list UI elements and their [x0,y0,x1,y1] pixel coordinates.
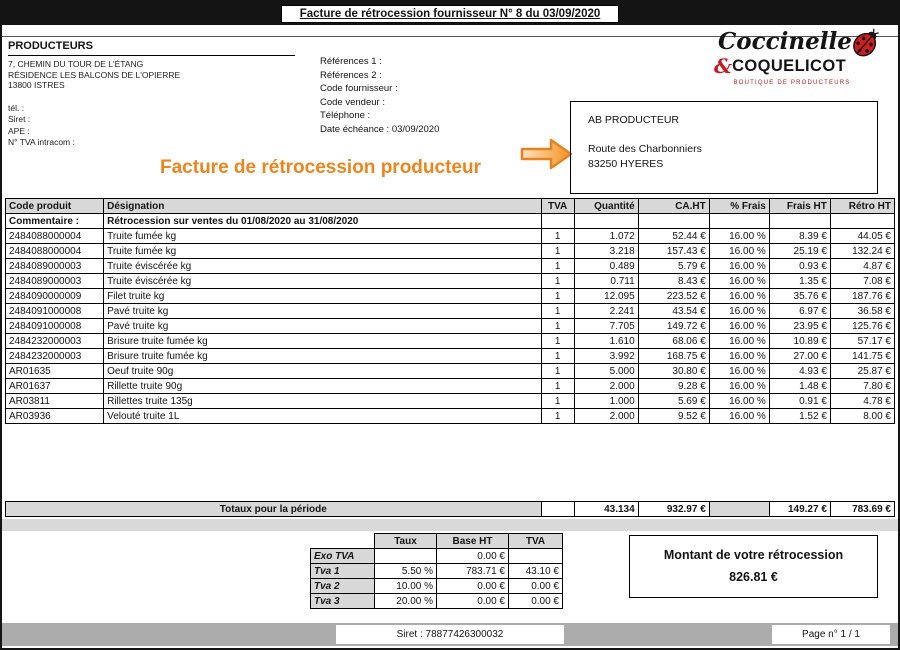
product-cell: 16.00 % [709,229,769,244]
product-cell: 8.00 € [830,409,894,424]
totals-retro-ht: 783.69 € [830,502,894,517]
product-cell: 1.48 € [769,379,830,394]
invoice-title-box [281,5,620,23]
product-cell: AR03811 [6,394,104,409]
product-cell: 4.87 € [830,259,894,274]
references-block [320,55,439,137]
product-cell: Oeuf truite 90g [104,364,541,379]
supplier-heading: PRODUCTEURS [8,39,295,56]
product-cell: 149.72 € [638,319,709,334]
product-cell: 157.43 € [638,244,709,259]
product-cell: 5.69 € [638,394,709,409]
product-cell: 7.08 € [830,274,894,289]
product-cell: 27.00 € [769,349,830,364]
product-cell: 1.610 [574,334,638,349]
text-line: 83250 HYERES [588,158,664,170]
text-line: Date échéance : 03/09/2020 [320,123,440,135]
col-header-pct-frais: % Frais [709,199,769,214]
product-cell: 1 [541,259,574,274]
vat-corner-cell [311,534,375,549]
col-header-ca-ht: CA.HT [638,199,709,214]
product-row [6,304,895,319]
product-cell: 7.705 [574,319,638,334]
vat-header-row [311,534,563,549]
product-cell: 2484232000003 [6,349,104,364]
vat-cell: 0.00 € [509,579,563,594]
text-line: APE : [8,125,30,136]
product-cell: 223.52 € [638,289,709,304]
product-row [6,259,895,274]
comment-row [6,214,895,229]
product-cell: 16.00 % [709,364,769,379]
product-cell: 1.52 € [769,409,830,424]
product-cell: 35.76 € [769,289,830,304]
product-cell: 16.00 % [709,244,769,259]
product-cell: 16.00 % [709,349,769,364]
product-cell: 8.43 € [638,274,709,289]
product-row [6,349,895,364]
product-cell: 9.28 € [638,379,709,394]
product-cell: 6.97 € [769,304,830,319]
invoice-title: Facture de rétrocession fournisseur N° 8 du 03/09/2020 [299,7,601,20]
product-cell: 125.76 € [830,319,894,334]
col-header-quantite: Quantité [574,199,638,214]
empty-cell [541,502,574,517]
product-cell: 1.072 [574,229,638,244]
product-cell: 16.00 % [709,409,769,424]
product-cell: 2484088000004 [6,244,104,259]
product-cell: 1 [541,349,574,364]
vat-table-body [311,549,563,609]
product-cell: 8.39 € [769,229,830,244]
vat-cell: 20.00 % [375,594,437,609]
col-header-retro-ht: Rétro HT [830,199,894,214]
product-cell: 5.79 € [638,259,709,274]
product-cell: 0.93 € [769,259,830,274]
product-cell: 1 [541,229,574,244]
product-cell: Rillettes truite 135g [104,394,541,409]
product-cell: 187.76 € [830,289,894,304]
product-row [6,274,895,289]
totals-quantite: 43.134 [574,502,638,517]
product-row [6,319,895,334]
logo-tagline: BOUTIQUE DE PRODUCTEURS [733,80,851,86]
invoice-subtitle: Facture de rétrocession producteur [160,157,481,178]
product-cell: Truite éviscérée kg [104,259,541,274]
product-cell: 36.58 € [830,304,894,319]
text-line: Références 2 : [320,69,382,81]
product-cell: 0.91 € [769,394,830,409]
product-cell: AR01637 [6,379,104,394]
logo-ampersand: & [714,54,733,78]
product-cell: 2484088000004 [6,229,104,244]
vat-row [311,579,563,594]
totals-row [6,502,895,517]
product-cell: 4.78 € [830,394,894,409]
empty-cell [541,214,574,229]
product-cell: 2484091000008 [6,319,104,334]
vat-row-label: Tva 1 [311,564,375,579]
brand-logo [712,29,890,86]
vat-row-label: Tva 2 [311,579,375,594]
recipient-box [570,101,878,194]
product-cell: 25.87 € [830,364,894,379]
product-cell: 25.19 € [769,244,830,259]
empty-gray-cell [709,502,769,517]
product-cell: Brisure truite fumée kg [104,334,541,349]
product-cell: 0.489 [574,259,638,274]
main-table-body [6,214,895,424]
product-cell: 1 [541,304,574,319]
totals-ca-ht: 932.97 € [638,502,709,517]
title-bar [2,2,898,25]
product-cell: 16.00 % [709,274,769,289]
vat-cell [375,549,437,564]
product-row [6,364,895,379]
empty-cell [638,214,709,229]
product-cell: 57.17 € [830,334,894,349]
product-cell: 16.00 % [709,289,769,304]
product-cell: 1 [541,244,574,259]
vat-cell: 10.00 % [375,579,437,594]
vat-cell [509,549,563,564]
product-cell: 16.00 % [709,259,769,274]
supplier-block [8,39,295,149]
supplier-address [8,59,295,91]
text-line: Route des Charbonniers [588,143,702,155]
footer-bar [2,623,898,646]
product-cell: 2484091000008 [6,304,104,319]
product-cell: Pavé truite kg [104,304,541,319]
text-line: Code vendeur : [320,96,385,108]
product-cell: Truite fumée kg [104,244,541,259]
product-cell: 1 [541,364,574,379]
product-row [6,244,895,259]
product-cell: Filet truite kg [104,289,541,304]
empty-cell [830,214,894,229]
page-number: Page n° 1 / 1 [772,625,890,644]
col-header-tva: TVA [541,199,574,214]
product-cell: 2484090000009 [6,289,104,304]
col-header-frais-ht: Frais HT [769,199,830,214]
retrocession-label: Montant de votre rétrocession [663,548,844,562]
vat-cell: 0.00 € [437,579,509,594]
vat-header-tva: TVA [509,534,563,549]
product-cell: 2484089000003 [6,274,104,289]
product-cell: 9.52 € [638,409,709,424]
product-row [6,229,895,244]
vat-row [311,549,563,564]
products-table [5,198,895,424]
product-cell: 168.75 € [638,349,709,364]
vat-row-label: Tva 3 [311,594,375,609]
product-cell: 3.218 [574,244,638,259]
product-cell: 16.00 % [709,394,769,409]
product-cell: 44.05 € [830,229,894,244]
product-cell: AR01635 [6,364,104,379]
product-cell: Truite éviscérée kg [104,274,541,289]
text-line: 7, CHEMIN DU TOUR DE L'ÉTANG [8,59,144,69]
product-row [6,394,895,409]
product-cell: 1 [541,289,574,304]
product-row [6,379,895,394]
separator-band [2,519,898,531]
product-cell: 2.241 [574,304,638,319]
text-line: Références 1 : [320,56,382,67]
vat-header-taux: Taux [375,534,437,549]
product-cell: Truite fumée kg [104,229,541,244]
product-cell: 141.75 € [830,349,894,364]
vat-cell: 0.00 € [437,594,509,609]
retrocession-box [629,535,878,598]
vat-cell: 0.00 € [437,549,509,564]
text-line: tél. : [8,102,25,113]
product-cell: 52.44 € [638,229,709,244]
vat-table [310,533,563,609]
product-row [6,289,895,304]
product-cell: 5.000 [574,364,638,379]
product-cell: 1 [541,274,574,289]
product-cell: 16.00 % [709,304,769,319]
product-cell: 1 [541,394,574,409]
arrow-right-icon [520,136,574,177]
siret-box: Siret : 78877426300032 [336,625,564,644]
product-cell: Pavé truite kg [104,319,541,334]
product-cell: 16.00 % [709,334,769,349]
product-cell: Velouté truite 1L [104,409,541,424]
product-cell: Rillette truite 90g [104,379,541,394]
product-cell: 1 [541,334,574,349]
product-cell: 1 [541,409,574,424]
text-line: Code fournisseur : [320,83,398,95]
text-line: N° TVA intracom : [8,137,75,147]
recipient-name: AB PRODUCTEUR [588,114,680,126]
product-cell: Brisure truite fumée kg [104,349,541,364]
product-cell: 2484089000003 [6,259,104,274]
product-cell: 1 [541,319,574,334]
empty-cell [574,214,638,229]
product-cell: 16.00 % [709,379,769,394]
product-cell: 23.95 € [769,319,830,334]
vat-cell: 5.50 % [375,564,437,579]
comment-label: Commentaire : [6,214,104,229]
product-cell: 1 [541,379,574,394]
text-line: 13800 ISTRES [8,80,65,90]
logo-name-script: Coccinelle [718,28,852,55]
totals-label: Totaux pour la période [6,502,542,517]
empty-cell [769,214,830,229]
vat-row [311,564,563,579]
totals-frais-ht: 149.27 € [769,502,830,517]
text-line: RÉSIDENCE LES BALCONS DE L'OPIERRE [8,69,181,80]
product-row [6,334,895,349]
product-cell: 68.06 € [638,334,709,349]
product-cell: 1.000 [574,394,638,409]
product-cell: 132.24 € [830,244,894,259]
comment-text: Rétrocession sur ventes du 01/08/2020 au 31/08/2020 [104,214,541,229]
vat-cell: 783.71 € [437,564,509,579]
vat-cell: 0.00 € [509,594,563,609]
product-cell: AR03936 [6,409,104,424]
product-cell: 2.000 [574,409,638,424]
col-header-code: Code produit [6,199,104,214]
product-cell: 30.80 € [638,364,709,379]
vat-row-label: Exo TVA [311,549,375,564]
logo-name-caps: COQUELICOT [732,57,847,75]
product-cell: 7.80 € [830,379,894,394]
products-header-row [6,199,895,214]
product-cell: 2484232000003 [6,334,104,349]
recipient-address [588,142,877,172]
product-cell: 43.54 € [638,304,709,319]
retrocession-amount: 826.81 € [729,570,778,584]
vat-cell: 43.10 € [509,564,563,579]
text-line: Téléphone : [320,110,371,122]
product-row [6,409,895,424]
product-cell: 10.89 € [769,334,830,349]
product-cell: 3.992 [574,349,638,364]
ladybug-icon [848,25,884,66]
totals-table [5,501,895,517]
product-cell: 16.00 % [709,319,769,334]
product-cell: 1.35 € [769,274,830,289]
product-cell: 4.93 € [769,364,830,379]
vat-row [311,594,563,609]
text-line: Siret : [8,114,31,124]
supplier-detail-labels [8,103,295,149]
product-cell: 2.000 [574,379,638,394]
product-cell: 0.711 [574,274,638,289]
product-cell: 12.095 [574,289,638,304]
empty-cell [709,214,769,229]
vat-header-base-ht: Base HT [437,534,509,549]
col-header-designation: Désignation [104,199,541,214]
